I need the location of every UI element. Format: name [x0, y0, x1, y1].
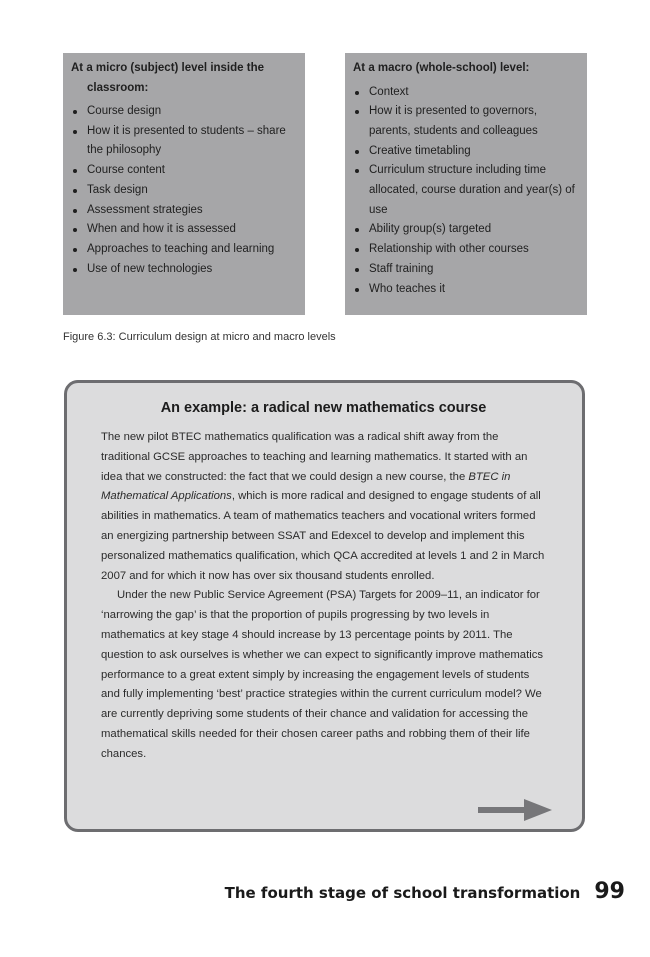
list-item: Creative timetabling: [353, 142, 579, 162]
paragraph-text: The new pilot BTEC mathematics qualification was a radical shift away from the traditional GCSE approaches to teaching and learning mathematics. It started with an idea that we constructed: the fact that we could design a new course, the: [101, 431, 528, 483]
list-item: Ability group(s) targeted: [353, 220, 579, 240]
list-item: Relationship with other courses: [353, 240, 579, 260]
right-arrow-icon[interactable]: [478, 797, 552, 823]
list-item: Who teaches it: [353, 280, 579, 300]
list-item: Task design: [71, 181, 297, 201]
example-box-title: An example: a radical new mathematics course: [160, 400, 487, 416]
list-item: When and how it is assessed: [71, 220, 297, 240]
micro-level-heading: [71, 59, 297, 98]
macro-level-list: [353, 83, 579, 300]
example-paragraph-2: Under the new Public Service Agreement (PSA) Targets for 2009–11, an indicator for ‘narrowing the gap’ is that the proportion of pupils progressing by two levels in mathematics at key stage 4 should increase by 13 percentage points by 2011. The question to ask ourselves is whether we can expect to significantly improve mathematics performance to a great extent simply by increasing the engagement levels of students and fully implementing ‘best’ practice strategies within the current curriculum model? We are currently depriving some students of their chance and validation for accessing the mathematical skills needed for their chosen career paths and robbing them of their life chances.: [101, 589, 544, 760]
list-item: Use of new technologies: [71, 260, 297, 280]
paragraph-text: , which is more radical and designed to engage students of all abilities in mathematics. A team of mathematics teachers and vocational writers formed an energizing partnership between SSAT and Edexcel to develop and implement this personalized mathematics qualification, which QCA accredited at levels 1 and 2 in March 2007 and for which it now has over six thousand students enrolled.: [101, 490, 545, 582]
course-name: BTEC in Mathematical Applications: [101, 470, 511, 503]
macro-level-heading: At a macro (whole-school) level:: [353, 62, 530, 74]
running-title: The fourth stage of school transformation: [224, 884, 581, 902]
page-number: 99: [594, 879, 625, 904]
micro-heading-line1: At a micro (subject) level inside the: [71, 62, 264, 74]
list-item: Assessment strategies: [71, 201, 297, 221]
micro-level-panel: [63, 53, 305, 315]
list-item: Approaches to teaching and learning: [71, 240, 297, 260]
list-item: Context: [353, 83, 579, 103]
micro-level-list: [71, 102, 297, 279]
list-item: Staff training: [353, 260, 579, 280]
macro-level-panel: [345, 53, 587, 315]
list-item: Course design: [71, 102, 297, 122]
figure-caption: Figure 6.3: Curriculum design at micro and macro levels: [63, 331, 336, 343]
list-item: Course content: [71, 161, 297, 181]
list-item: Curriculum structure including time allocated, course duration and year(s) of use: [353, 161, 579, 220]
example-paragraph-1: [101, 428, 546, 586]
list-item: How it is presented to governors, parents, students and colleagues: [353, 102, 579, 141]
list-item: How it is presented to students – share the philosophy: [71, 122, 297, 161]
example-box: [64, 380, 585, 832]
page-footer: [225, 879, 625, 904]
micro-heading-line2: classroom:: [87, 81, 149, 94]
